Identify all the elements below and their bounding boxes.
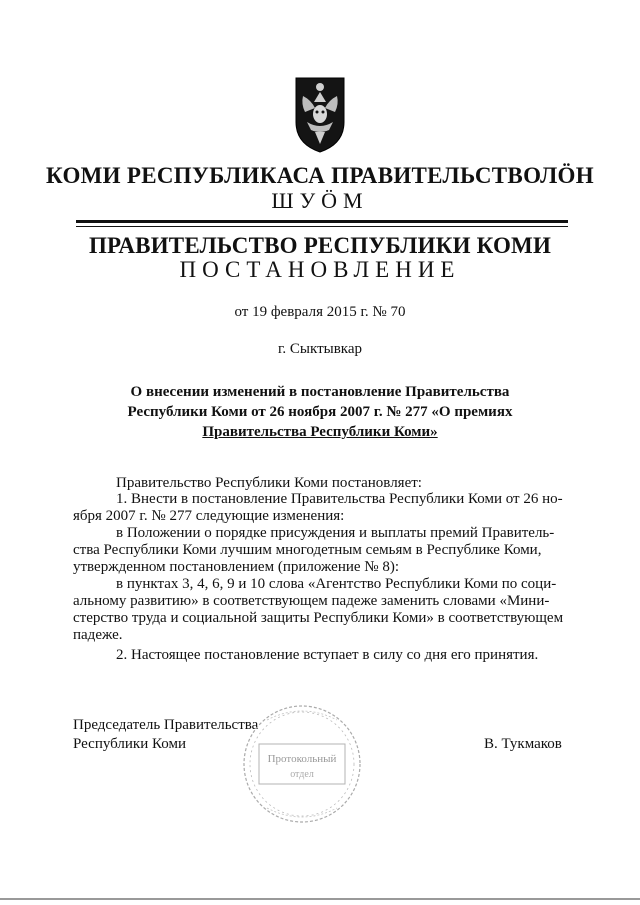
- komi-title: КОМИ РЕСПУБЛИКАСА ПРАВИТЕЛЬСТВОЛӦН: [46, 163, 594, 188]
- body-line: Правительство Республики Коми постановляет:: [116, 475, 422, 491]
- body-line: утвержденном постановлением (приложение № 8):: [73, 559, 400, 575]
- document-heading-line: Правительства Республики Коми»: [202, 424, 438, 440]
- page-bottom-edge: [0, 898, 640, 900]
- body-line: в пунктах 3, 4, 6, 9 и 10 слова «Агентство Республики Коми по соци-: [116, 576, 557, 592]
- komi-subtitle: ШУӦМ: [271, 188, 369, 213]
- header-divider-thick: [76, 220, 568, 223]
- official-seal-stamp: [237, 700, 367, 828]
- seal-text: Протокольный: [267, 753, 337, 765]
- document-city: г. Сыктывкар: [277, 341, 363, 357]
- svg-text:отдел: отдел: [290, 769, 314, 780]
- document-heading-line: Республики Коми от 26 ноября 2007 г. № 277 «О премиях: [127, 404, 513, 420]
- body-line: альному развитию» в соответствующем падеже заменить словами «Мини-: [73, 593, 550, 609]
- body-line: стерство труда и социальной защиты Республики Коми» в соответствующем: [73, 610, 564, 626]
- document-type: ПОСТАНОВЛЕНИЕ: [179, 257, 461, 282]
- coat-of-arms-emblem: [293, 72, 347, 154]
- russian-title: ПРАВИТЕЛЬСТВО РЕСПУБЛИКИ КОМИ: [88, 233, 552, 258]
- body-line: падеже.: [73, 627, 123, 643]
- signatory-name: В. Тукмаков: [484, 736, 562, 752]
- signatory-title: Республики Коми: [73, 736, 186, 752]
- header-divider-thin: [76, 226, 568, 227]
- body-line: 1. Внести в постановление Правительства Республики Коми от 26 но-: [116, 491, 563, 507]
- signatory-title: Председатель Правительства: [73, 717, 259, 733]
- document-date-number: от 19 февраля 2015 г. № 70: [234, 304, 406, 320]
- body-line: 2. Настоящее постановление вступает в силу со дня его принятия.: [116, 647, 539, 663]
- body-line: ства Республики Коми лучшим многодетным семьям в Республике Коми,: [73, 542, 542, 558]
- body-line: ября 2007 г. № 277 следующие изменения:: [73, 508, 345, 524]
- document-heading-line: О внесении изменений в постановление Правительства: [130, 384, 510, 400]
- body-line: в Положении о порядке присуждения и выплаты премий Правитель-: [116, 525, 555, 541]
